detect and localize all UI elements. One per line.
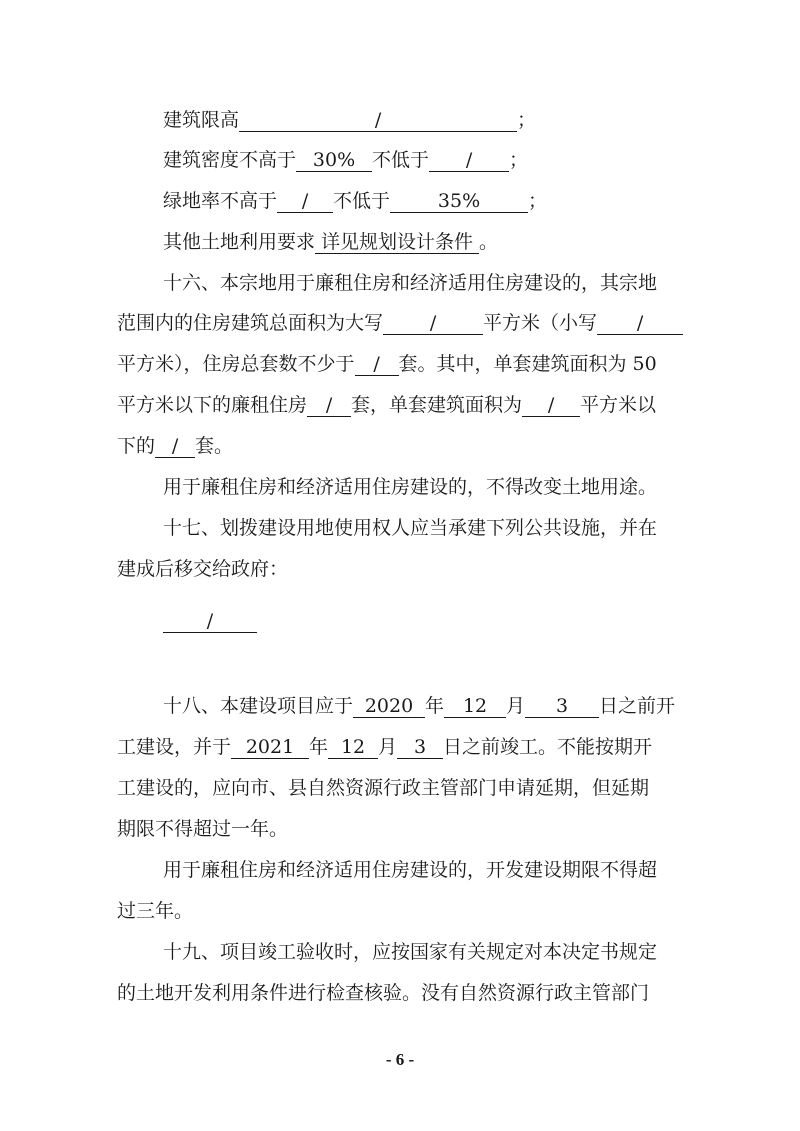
paragraph-18-line1: 十八、本建设项目应于 2020 年 12 月 3 日之前开 <box>163 695 676 717</box>
line-public-facilities <box>163 608 257 634</box>
paragraph-16-line1: 十六、本宗地用于廉租住房和经济适用住房建设的，其宗地 <box>163 272 658 294</box>
paragraph-18-line3: 工建设的，应向市、县自然资源行政主管部门申请延期，但延期 <box>117 777 650 799</box>
line-building-density: 建筑密度不高于 30% 不低于 / ； <box>163 149 529 171</box>
blank-lowrent-units: / <box>307 394 351 417</box>
blank-green-max: / <box>277 190 333 213</box>
blank-height-limit: / <box>239 109 517 132</box>
blank-other-requirements: 详见规划设计条件 <box>315 231 479 254</box>
blank-density-min: / <box>429 149 509 172</box>
blank-area-uppercase: / <box>383 312 483 335</box>
blank-total-units: / <box>355 353 399 376</box>
paragraph-17-line1: 十七、划拨建设用地使用权人应当承建下列公共设施，并在 <box>163 517 658 539</box>
line-green-ratio: 绿地率不高于 / 不低于 35% ； <box>163 190 548 212</box>
blank-public-facilities: / <box>163 610 257 633</box>
blank-green-min: 35% <box>390 190 528 213</box>
blank-end-year: 2021 <box>231 736 309 759</box>
blank-area-lowercase: / <box>597 312 683 335</box>
paragraph-build-period-line1: 用于廉租住房和经济适用住房建设的，开发建设期限不得超 <box>163 859 658 881</box>
page-number: - 6 - <box>385 1050 415 1069</box>
blank-unit-area: / <box>522 394 580 417</box>
paragraph-19-line1: 十九、项目竣工验收时，应按国家有关规定对本决定书规定 <box>163 941 658 963</box>
paragraph-16-line5: 下的 / 套。 <box>117 435 234 457</box>
paragraph-17-line2: 建成后移交给政府： <box>117 558 289 580</box>
paragraph-16-line4: 平方米以下的廉租住房 / 套，单套建筑面积为 / 平方米以 <box>117 394 657 416</box>
line-height-limit: 建筑限高 / ； <box>163 109 537 131</box>
paragraph-18-line4: 期限不得超过一年。 <box>117 818 289 840</box>
blank-start-year: 2020 <box>353 695 425 718</box>
paragraph-land-use: 用于廉租住房和经济适用住房建设的，不得改变土地用途。 <box>163 476 658 498</box>
paragraph-build-period-line2: 过三年。 <box>117 900 194 922</box>
blank-end-day: 3 <box>397 736 443 759</box>
blank-small-units: / <box>155 435 195 458</box>
paragraph-18-line2: 工建设，并于 2021 年 12 月 3 日之前竣工。不能按期开 <box>117 736 653 758</box>
paragraph-16-line3: 平方米），住房总套数不少于 / 套。其中，单套建筑面积为 50 <box>117 353 657 375</box>
line-other-requirements: 其他土地利用要求 详见规划设计条件 。 <box>163 231 499 253</box>
blank-density-max: 30% <box>296 149 372 172</box>
paragraph-19-line2: 的土地开发利用条件进行检查核验。没有自然资源行政主管部门 <box>117 982 650 1004</box>
blank-start-day: 3 <box>525 695 599 718</box>
blank-end-month: 12 <box>328 736 378 759</box>
paragraph-16-line2: 范围内的住房建筑总面积为大写 / 平方米（小写 / <box>117 310 683 336</box>
blank-start-month: 12 <box>444 695 506 718</box>
